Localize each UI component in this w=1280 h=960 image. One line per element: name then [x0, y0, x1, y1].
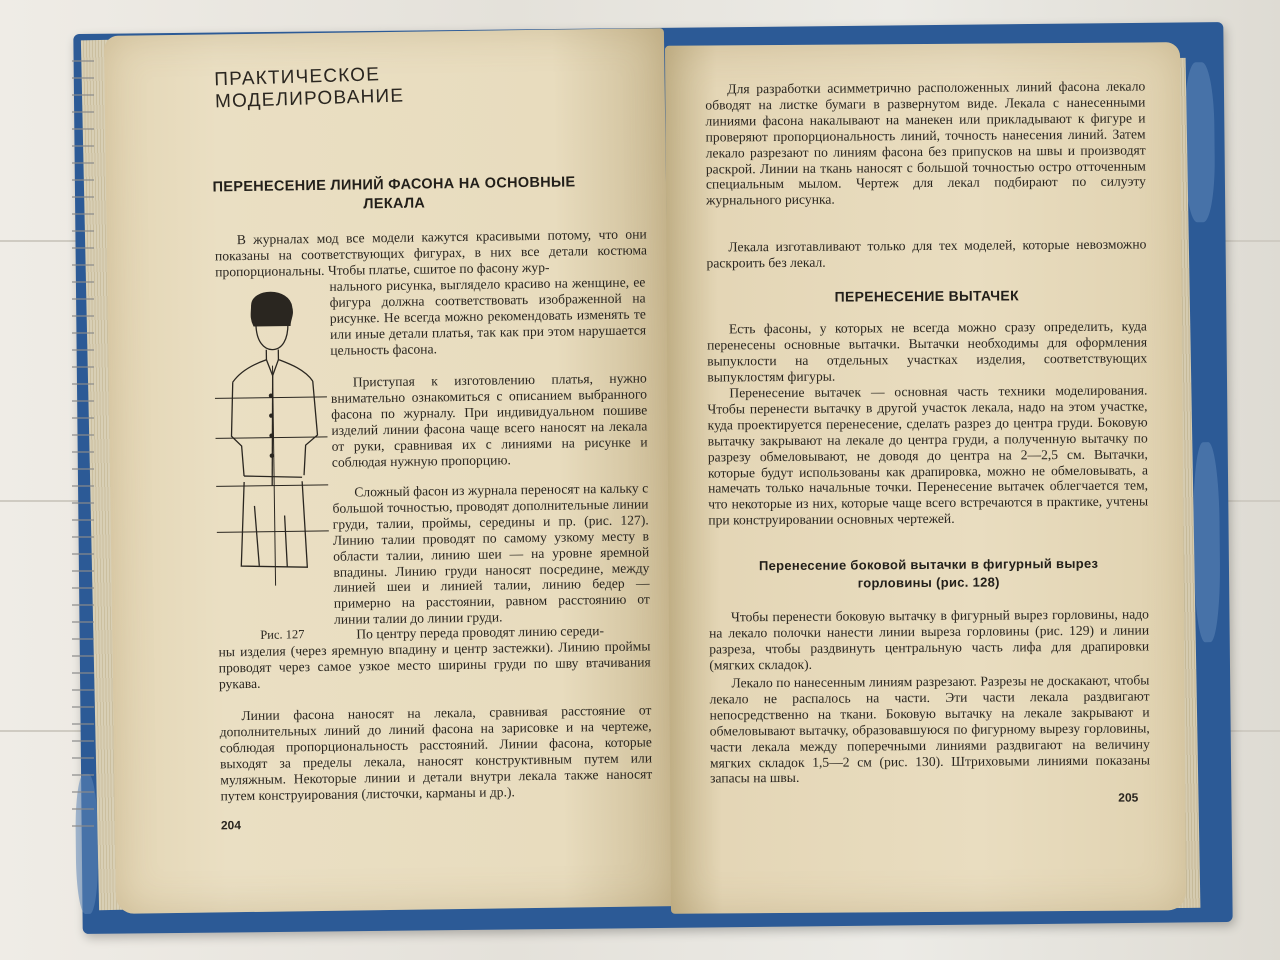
cover-wear [1184, 62, 1216, 222]
figure-127-illustration [211, 285, 332, 617]
paragraph-5: Чтобы перенести боковую вытачку в фигурный вырез горловины, надо на лекало полочки нанести линии выреза горловины (рис. 129) и линии разреза, чтобы раздвинуть центральную часть лифа для драпировки (мягких складок). [709, 606, 1150, 673]
paragraph-4-full: ны изделия (через яремную впадину и центр застежки). Линию проймы проводят через самое узкое место ширины груди по шву втачивания рукава. [218, 638, 651, 692]
paragraph-3: Сложный фасон из журнала переносят на кальку с большой точностью, проводят дополнительные линии груди, талии, проймы, середины и пр. (рис. 127). Линию талии проводят по самому узкому месту в области талии, линию шеи — на уровне яремной впадины. Линию груди наносят посредине, между линией шеи и линией талии, линию бедер — примерно на расстоянии, равном расстоянию от линии талии до линии груди. [332, 480, 650, 628]
left-page [104, 28, 676, 914]
paragraph-2: Приступая к изготовлению платья, нужно внимательно ознакомиться с описанием выбранного фасона по журналу. При индивидуальном пошиве изделий линии фасона чаще всего наносят на лекала от руки, сравнивая их с линиями на рисунке и соблюдая нужную пропорцию. [330, 370, 648, 470]
section-heading-darts: ПЕРЕНЕСЕНИЕ ВЫТАЧЕК [834, 287, 1019, 305]
paragraph-5: Линии фасона наносят на лекала, сравнивая расстояние от дополнительных линий до линий фасона на зарисовке и на чертеже, соблюдая пропорциональность расстояний. Линии фасона, которые выходят за пределы лекала, наносят конструктивным путем или муляжным. Некоторые линии и детали внутри лекала также наносят путем конструирования (листочки, карманы и др.). [219, 702, 653, 803]
paragraph-1-full: В журналах мод все модели кажутся красивыми потому, что они показаны на соответствующих фигурах, в них все детали костюма пропорциональны. Чтобы платье, сшитое по фасону жур- [214, 226, 648, 280]
figure-caption: Рис. 127 [260, 627, 305, 642]
section-heading-line-2: ЛЕКАЛА [363, 195, 426, 213]
subheading-side-dart [709, 554, 1149, 593]
paragraph-3: Есть фасоны, у которых не всегда можно сразу определить, куда перенесены основные вытачки. Вытачки необходимы для оформления выпуклости на отдельных участках изделия, соответствующих выпуклостям фигуры. [707, 318, 1148, 385]
right-page [665, 42, 1186, 914]
paragraph-6: Лекало по нанесенным линиям разрезают. Разрезы не доскакают, чтобы лекало не распалось на части. Эти части лекала раздвигают непосредственно на ткани. Боковую вытачку на лекале закрывают и обмеловывают вытачку, образовавшуюся по фигурному вырезу горловины, части лекала между поперечными линиями раздвигают на величину мягких складок 1,5—2 см (рис. 130). Штриховыми линиями показаны запасы на швы. [709, 672, 1151, 786]
paragraph-4-wrap: По центру переда проводят линию середи- [356, 623, 605, 642]
paragraph-1: Для разработки асимметрично расположенных линий фасона лекало обводят на листке бумаги в развернутом виде. Лекала с нанесенными линиями фасона накалывают на манекен или прикладывают к фигуре и проверяют пропорциональность линий, точность нанесения линий. Затем лекало разрезают по линиям фасона без припусков на швы и производят раскрой. Линии на ткань наносят с большой точностью остро отточенным специальным мылом. Чертеж для лекал подбирают по силуэту журнального рисунка. [705, 78, 1146, 208]
cover-wear [1193, 442, 1221, 642]
spiral-binding [72, 52, 94, 832]
paragraph-1-wrap: нального рисунка, выглядело красиво на женщине, ее фигура должна соответствовать изображенной на рисунке. Не всегда можно рекомендовать изменять те или иные детали платья, так как при этом нарушается цельность фасона. [329, 274, 647, 358]
section-heading [184, 173, 604, 217]
running-title: ПРАКТИЧЕСКОЕ МОДЕЛИРОВАНИЕ [214, 64, 405, 113]
subheading-line-1: Перенесение боковой вытачки в фигурный вырез [758, 555, 1099, 574]
page-number: 204 [220, 818, 242, 833]
page-number: 205 [1118, 790, 1139, 805]
subheading-line-2: горловины (рис. 128) [857, 574, 1000, 591]
paragraph-2: Лекала изготавливают только для тех моделей, которые невозможно раскроить без лекал. [706, 236, 1147, 271]
paragraph-4: Перенесение вытачек — основная часть техники моделирования. Чтобы перенести вытачку в другой участок лекала, надо на этом участке, куда проектируется перенесение, сделать разрез до центра груди. Боковую вытачку закрывают на лекале до центра груди, а полученную вытачку по разрезу обмеловывают, не доводя до центра на 2—2,5 см. Вытачки, которые будут использованы как драпировка, можно не обмеловывать, а намечать только начальные точки. Перенесение вытачек облегчается тем, что некоторые из них, которые чаще всего встречаются в практике, учтены при конструировании основных чертежей. [707, 382, 1149, 528]
section-heading-line-1: ПЕРЕНЕСЕНИЕ ЛИНИЙ ФАСОНА НА ОСНОВНЫЕ [212, 174, 576, 196]
